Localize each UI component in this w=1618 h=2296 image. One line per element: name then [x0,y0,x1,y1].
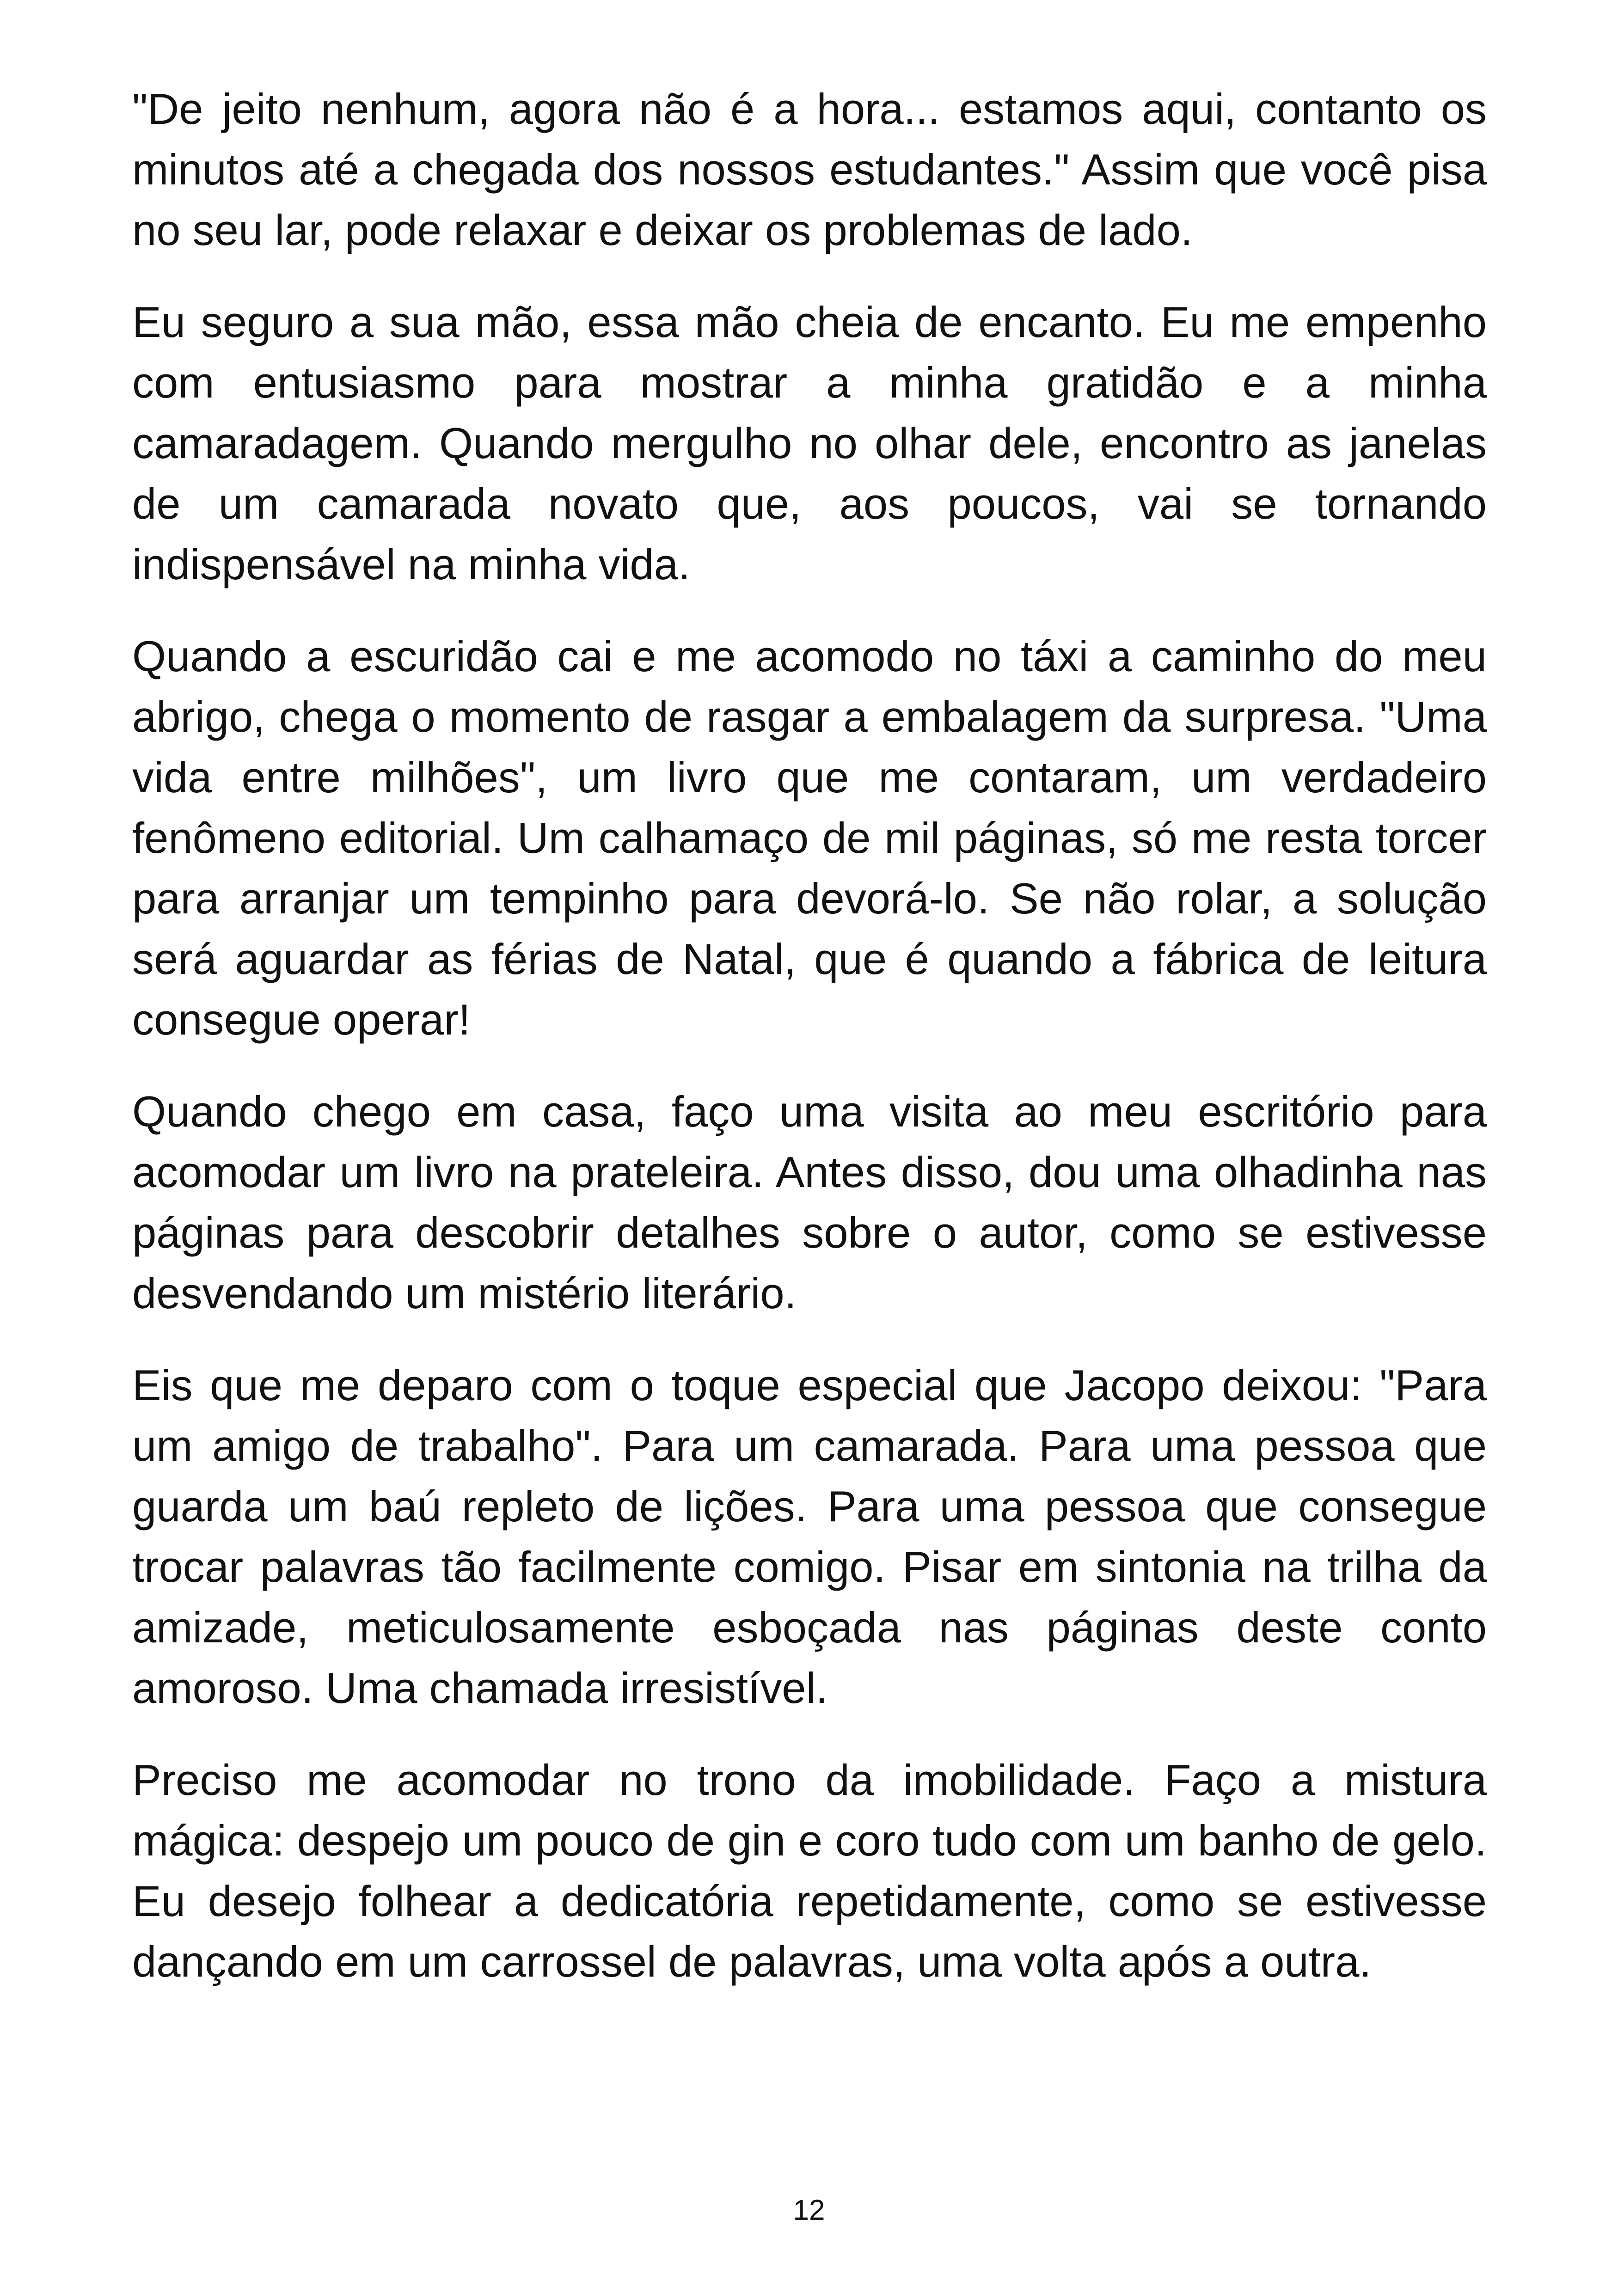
paragraph-5: Eis que me deparo com o toque especial que Jacopo deixou: "Para um amigo de trabalho". Para um camarada. Para uma pessoa que guarda um baú repleto de lições. Para uma pessoa que consegue trocar palavras tão facilmente comigo. Pisar em sintonia na trilha da amizade, meticulosamente esboçada nas páginas deste conto amoroso. Uma chamada irresistível. [132,1361,1487,1712]
paragraph-3: Quando a escuridão cai e me acomodo no táxi a caminho do meu abrigo, chega o momento de rasgar a embalagem da surpresa. "Uma vida entre milhões", um livro que me contaram, um verdadeiro fenômeno editorial. Um calhamaço de mil páginas, só me resta torcer para arranjar um tempinho para devorá-lo. Se não rolar, a solução será aguardar as férias de Natal, que é quando a fábrica de leitura consegue operar! [132,632,1487,1044]
paragraph-2: Eu seguro a sua mão, essa mão cheia de encanto. Eu me empenho com entusiasmo para mostrar a minha gratidão e a minha camaradagem. Quando mergulho no olhar dele, encontro as janelas de um camarada novato que, aos poucos, vai se tornando indispensável na minha vida. [132,298,1487,588]
paragraph-1: "De jeito nenhum, agora não é a hora... estamos aqui, contanto os minutos até a chegada dos nossos estudantes." Assim que você pisa no seu lar, pode relaxar e deixar os problemas de lado. [132,85,1487,254]
paragraph-4: Quando chego em casa, faço uma visita ao meu escritório para acomodar um livro na prateleira. Antes disso, dou uma olhadinha nas páginas para descobrir detalhes sobre o autor, como se estivesse desvendando um mistério literário. [132,1087,1487,1317]
page-number: 12 [793,2194,825,2226]
paragraph-6: Preciso me acomodar no trono da imobilidade. Faço a mistura mágica: despejo um pouco de gin e coro tudo com um banho de gelo. Eu desejo folhear a dedicatória repetidamente, como se estivesse dançando em um carrossel de palavras, uma volta após a outra. [132,1756,1487,1986]
body-text [132,79,1487,1992]
